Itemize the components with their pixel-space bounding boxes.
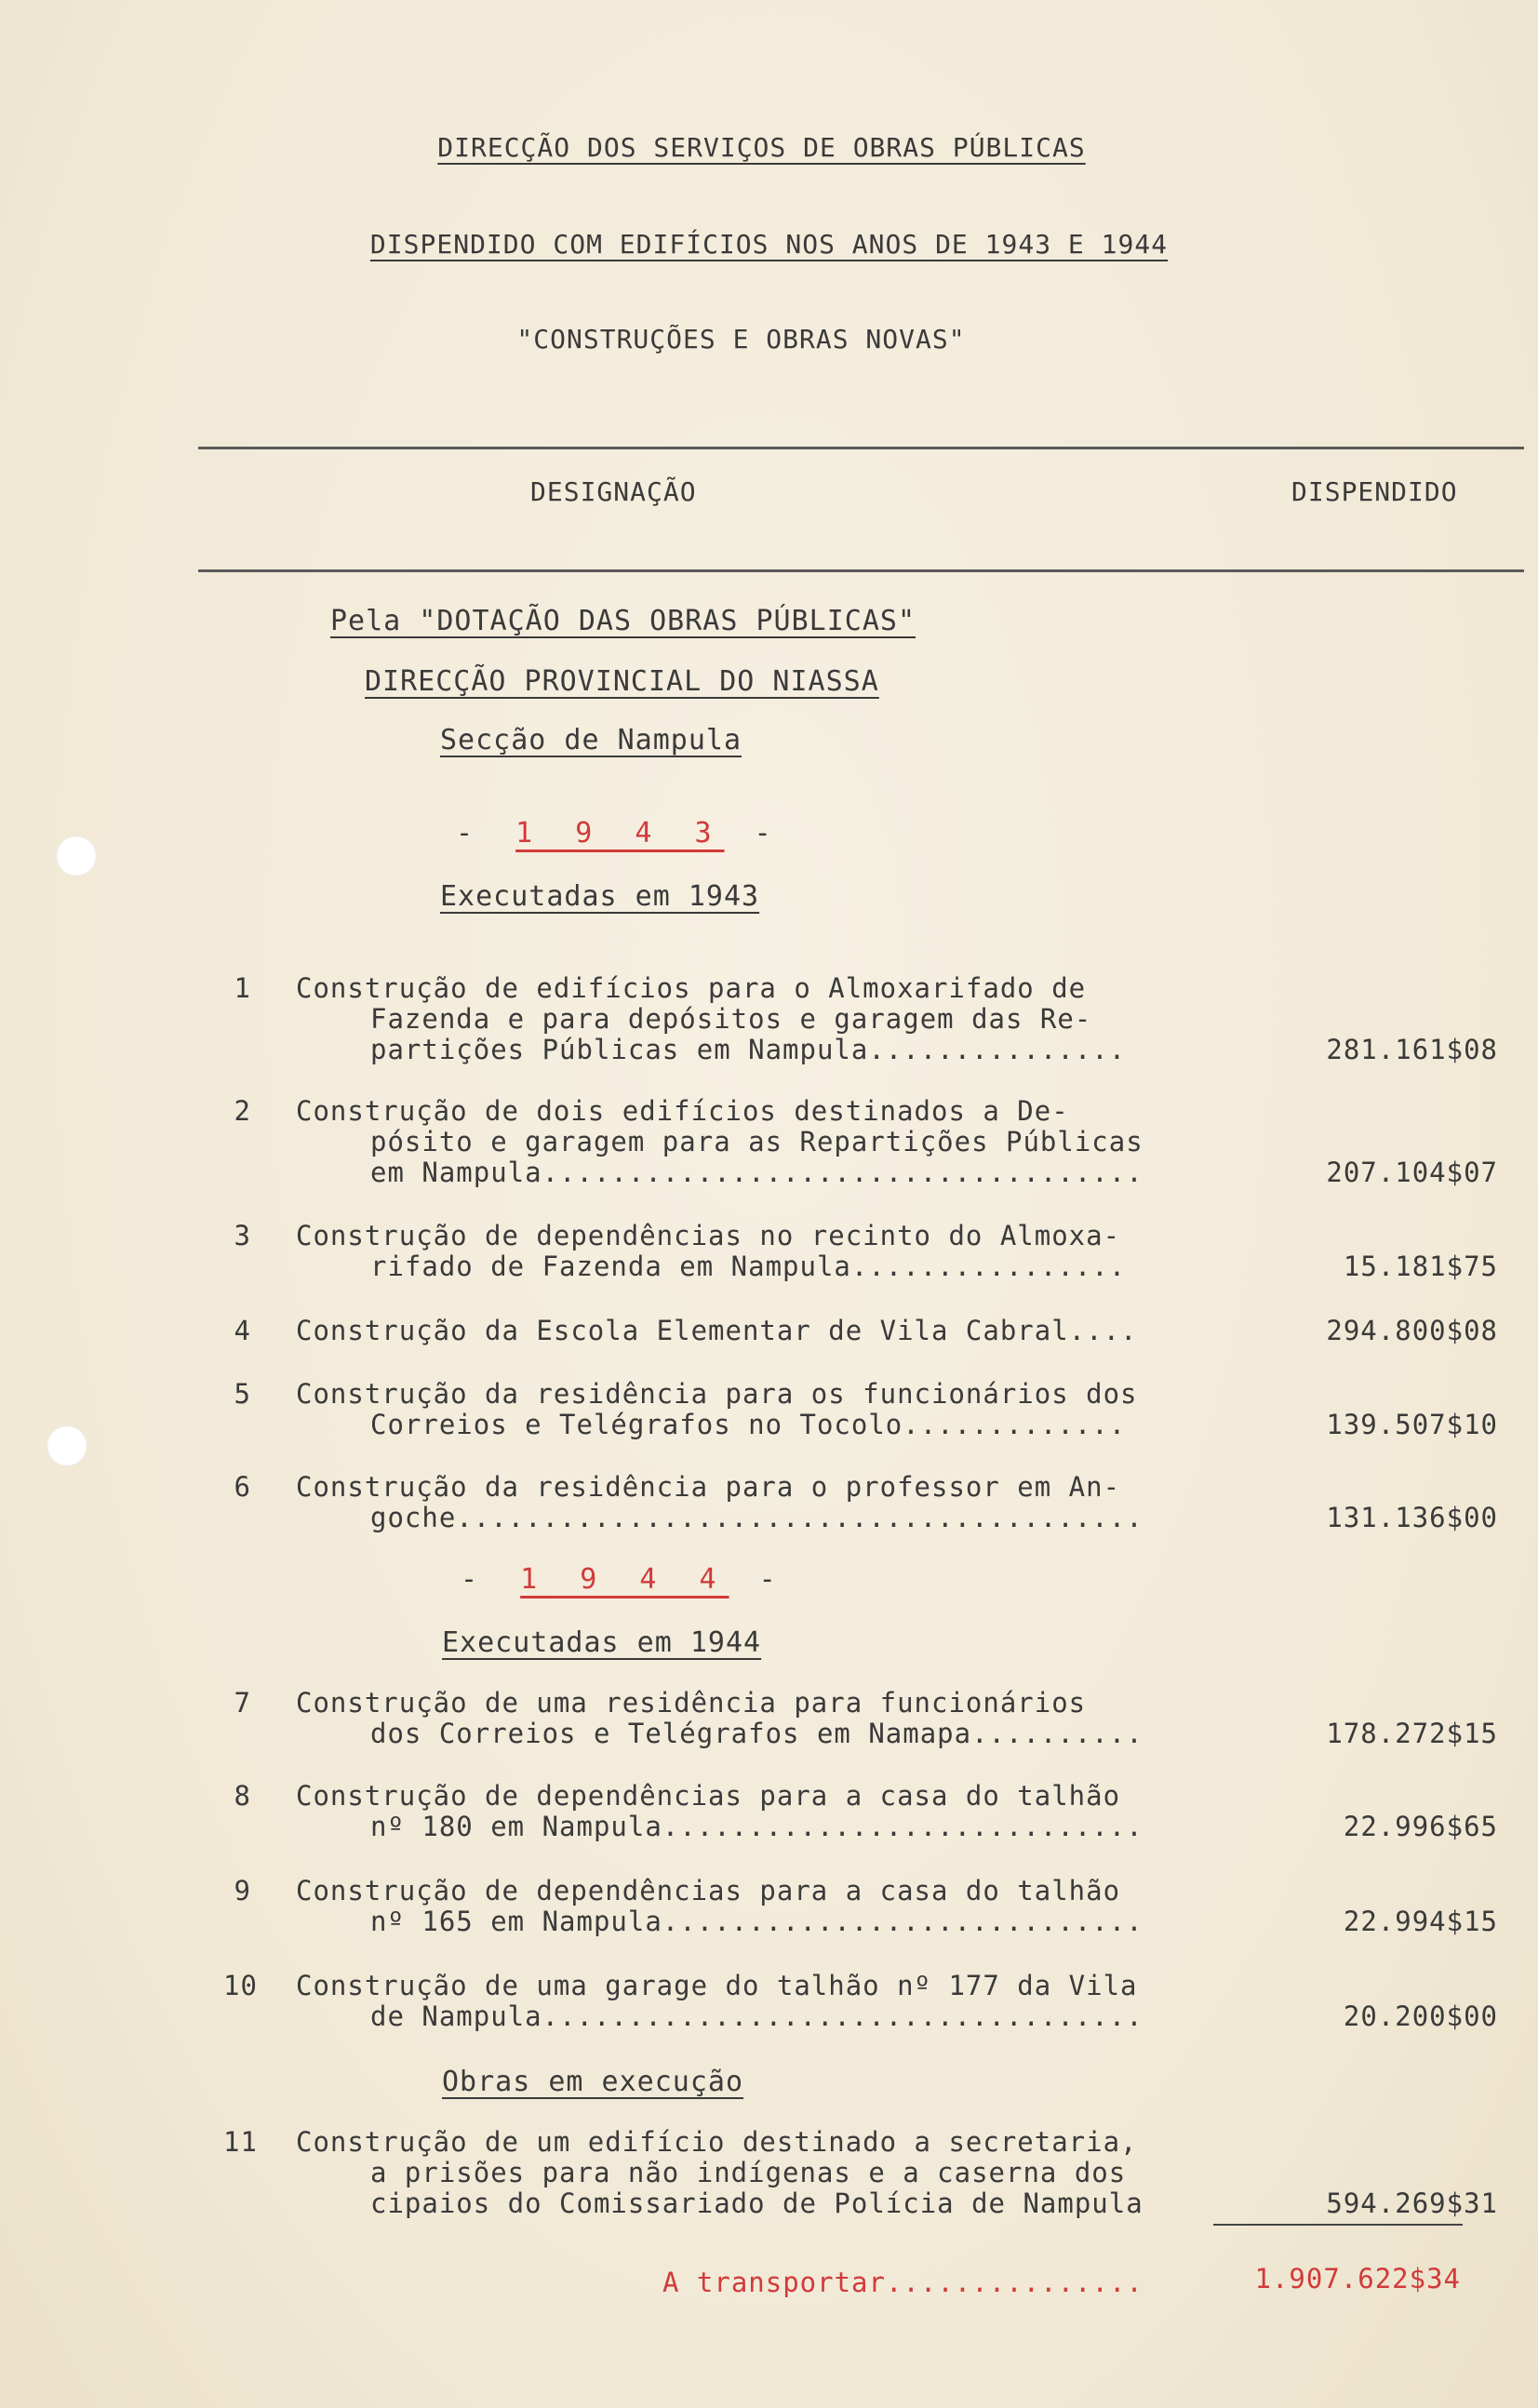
item-line: cipaios do Comissariado de Polícia de Nampula xyxy=(370,2187,1143,2219)
item-number: 2 xyxy=(234,1095,251,1127)
subsection-heading: Secção de Nampula xyxy=(440,724,742,756)
item-line: partições Públicas em Nampula............... xyxy=(370,1034,1127,1065)
item-number: 3 xyxy=(234,1220,251,1251)
subtotal-rule xyxy=(1213,2224,1463,2226)
carry-forward-amount: 1.907.622$34 xyxy=(1254,2263,1461,2294)
year-1943-label: 1 9 4 3 xyxy=(515,817,725,849)
item-number: 7 xyxy=(234,1687,251,1719)
item-line: Construção de dependências para a casa do talhão xyxy=(296,1875,1121,1906)
title-line-1 xyxy=(0,132,1531,163)
item-amount: 178.272$15 xyxy=(1326,1718,1498,1749)
item-line: Construção de uma garage do talhão nº 177 da Vila xyxy=(296,1970,1138,2001)
item-amount: 139.507$10 xyxy=(1326,1409,1498,1440)
item-number: 8 xyxy=(234,1780,251,1812)
item-number: 1 xyxy=(234,972,251,1004)
item-amount: 281.161$08 xyxy=(1326,1034,1498,1065)
funding-heading: Pela "DOTAÇÃO DAS OBRAS PÚBLICAS" xyxy=(330,605,916,637)
item-line: dos Correios e Telégrafos em Namapa.......... xyxy=(370,1718,1143,1749)
year-1944-marker: - 1 9 4 4 - xyxy=(461,1563,789,1596)
punch-hole xyxy=(47,1425,87,1466)
designation-column-header: DESIGNAÇÃO xyxy=(530,476,697,507)
item-line: Correios e Telégrafos no Tocolo............. xyxy=(370,1409,1127,1440)
item-description xyxy=(296,1379,1226,1440)
item-line: de Nampula................................... xyxy=(370,2000,1143,2032)
item-line: a prisões para não indígenas e a caserna dos xyxy=(370,2157,1127,2188)
item-description xyxy=(296,1316,1226,1346)
table-header-rule xyxy=(198,569,1524,572)
item-description xyxy=(296,1876,1226,1937)
item-line: Construção da residência para os funcionários dos xyxy=(296,1378,1138,1410)
title-line-2 xyxy=(0,229,1538,260)
item-amount: 594.269$31 xyxy=(1326,2187,1498,2219)
in-progress-heading: Obras em execução xyxy=(442,2066,744,2098)
item-amount: 207.104$07 xyxy=(1326,1157,1498,1188)
item-line: Construção da Escola Elementar de Vila Cabral.... xyxy=(296,1315,1138,1346)
item-number: 9 xyxy=(234,1875,251,1906)
item-line: Construção de uma residência para funcionários xyxy=(296,1687,1087,1719)
item-number: 11 xyxy=(223,2126,258,2158)
title-line-2-text: DISPENDIDO COM EDIFÍCIOS NOS ANOS DE 1943 E 1944 xyxy=(369,229,1169,260)
item-description xyxy=(296,1971,1226,2032)
item-amount: 22.996$65 xyxy=(1343,1811,1498,1842)
item-line: Construção de um edifício destinado a secretaria, xyxy=(296,2126,1138,2158)
item-line: Fazenda e para depósitos e garagem das Re- xyxy=(370,1003,1092,1035)
title-line-1-text: DIRECÇÃO DOS SERVIÇOS DE OBRAS PÚBLICAS xyxy=(437,132,1086,163)
year-1944-label: 1 9 4 4 xyxy=(520,1563,729,1596)
item-amount: 294.800$08 xyxy=(1326,1315,1498,1346)
item-line: Construção da residência para o professor em An- xyxy=(296,1471,1121,1503)
item-description xyxy=(296,2127,1226,2219)
item-line: Construção de dependências para a casa do talhão xyxy=(296,1780,1121,1812)
title-line-3-text: "CONSTRUÇÕES E OBRAS NOVAS" xyxy=(516,324,966,355)
executed-1944-heading: Executadas em 1944 xyxy=(442,1626,762,1659)
spent-column-header: DISPENDIDO xyxy=(1291,476,1458,507)
item-description xyxy=(296,1096,1226,1188)
punch-hole xyxy=(56,836,97,876)
item-description xyxy=(296,1472,1226,1533)
item-line: goche........................................ xyxy=(370,1502,1143,1533)
item-number: 5 xyxy=(234,1378,251,1410)
item-amount: 22.994$15 xyxy=(1343,1906,1498,1937)
item-description xyxy=(296,1781,1226,1842)
item-line: rifado de Fazenda em Nampula................ xyxy=(370,1251,1127,1282)
directorate-heading: DIRECÇÃO PROVINCIAL DO NIASSA xyxy=(365,665,879,698)
executed-1943-heading: Executadas em 1943 xyxy=(440,880,760,913)
item-line: Construção de dois edifícios destinados a De- xyxy=(296,1095,1069,1127)
carry-forward-label: A transportar............... xyxy=(662,2267,1143,2298)
title-line-3 xyxy=(0,324,1510,355)
item-line: Construção de dependências no recinto do Almoxa- xyxy=(296,1220,1121,1251)
year-1943-marker: - 1 9 4 3 - xyxy=(456,817,784,849)
item-line: pósito e garagem para as Repartições Públicas xyxy=(370,1126,1143,1157)
item-amount: 20.200$00 xyxy=(1343,2000,1498,2032)
item-description xyxy=(296,1688,1226,1749)
item-amount: 131.136$00 xyxy=(1326,1502,1498,1533)
item-line: nº 165 em Nampula............................ xyxy=(370,1906,1143,1937)
item-amount: 15.181$75 xyxy=(1343,1251,1498,1282)
item-line: em Nampula................................... xyxy=(370,1157,1143,1188)
item-line: Construção de edifícios para o Almoxarifado de xyxy=(296,972,1087,1004)
item-description xyxy=(296,973,1226,1065)
item-line: nº 180 em Nampula............................ xyxy=(370,1811,1143,1842)
item-number: 6 xyxy=(234,1471,251,1503)
item-number: 4 xyxy=(234,1315,251,1346)
item-description xyxy=(296,1221,1226,1282)
item-number: 10 xyxy=(223,1970,258,2001)
table-top-rule xyxy=(198,447,1524,449)
